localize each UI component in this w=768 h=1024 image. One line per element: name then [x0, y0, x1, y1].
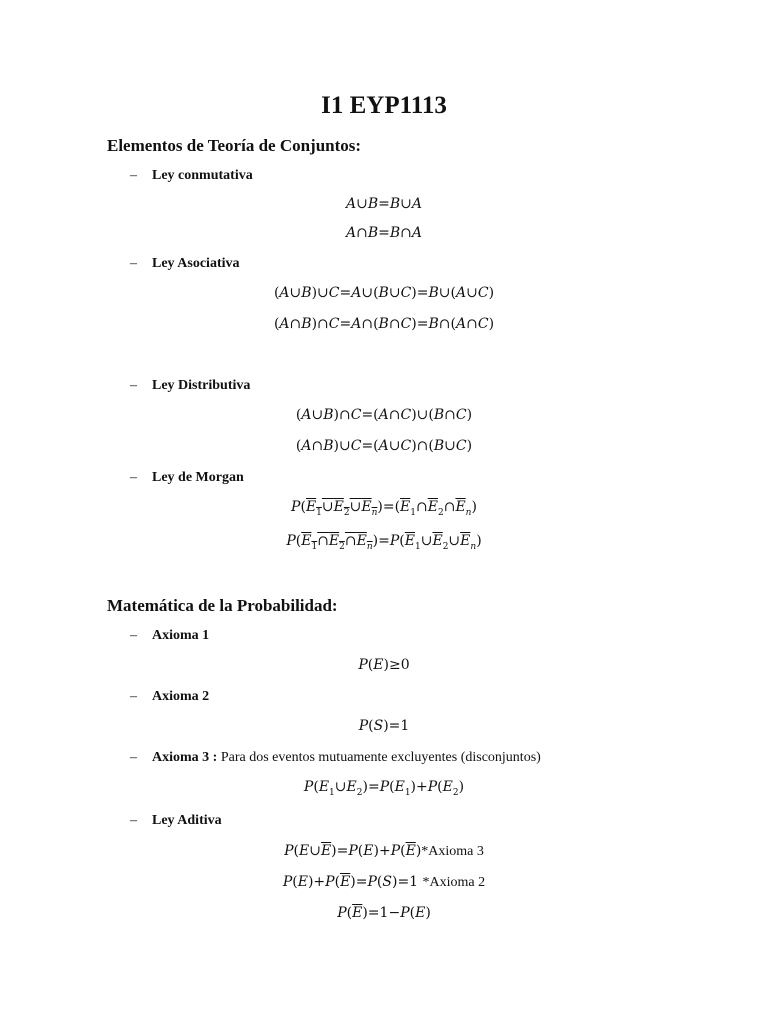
item-label: Ley Distributiva: [152, 378, 251, 393]
item-label: Ley conmutativa: [152, 168, 253, 183]
list-dash: –: [130, 628, 137, 643]
list-item-axioma-1: [130, 628, 209, 644]
list-dash: –: [130, 378, 137, 393]
list-item-ley-conmutativa: [130, 168, 253, 184]
list-item-axioma-3: [130, 750, 541, 766]
equation-conmutativa-union: A∪B=B∪A: [345, 196, 423, 212]
list-dash: –: [130, 256, 137, 271]
item-label: Ley Aditiva: [152, 813, 222, 828]
item-label: Axioma 1: [152, 628, 210, 643]
list-item-ley-aditiva: [130, 813, 222, 829]
list-item-ley-de-morgan: [130, 470, 244, 486]
equation-aditiva-2: $P(E)+P(\overline{E})=P(S)=1$ *Axioma 2: [282, 874, 486, 890]
equation-morgan-2: $P(E_1\cap E_2\cap E_n)=P(\overline{E}_1\cup\overline{E}_2\cup\overline{E}_n)$: [286, 533, 482, 552]
item-description: Para dos eventos mutuamente excluyentes (disconjuntos): [217, 750, 541, 765]
section-heading-conjuntos: Elementos de Teoría de Conjuntos:: [107, 136, 362, 155]
list-item-axioma-2: [130, 689, 209, 705]
list-item-ley-asociativa: [130, 256, 240, 272]
equation-axioma-3: $P(E_1\cup E_2)=P(E_1)+P(E_2)$: [303, 779, 465, 798]
list-dash: –: [130, 689, 137, 704]
item-label: Axioma 3 :: [152, 750, 218, 765]
item-label: Axioma 2: [152, 689, 210, 704]
axiom-note: *Axioma 2: [422, 875, 486, 890]
list-item-ley-distributiva: [130, 378, 250, 394]
equation-asociativa-interseccion: (A∩B)∩C=A∩(B∩C)=B∩(A∩C): [273, 316, 495, 332]
item-label: Ley Asociativa: [152, 256, 240, 271]
equation-distributiva-1: (A∪B)∩C=(A∩C)∪(B∩C): [295, 407, 473, 423]
equation-aditiva-1: $P(E\cup\overline{E})=P(E)+P(\overline{E})*Axioma$ 3: [284, 843, 484, 859]
equation-asociativa-union: (A∪B)∪C=A∪(B∪C)=B∪(A∪C): [273, 285, 495, 301]
equation-axioma-1: P(E)≥0: [358, 657, 410, 673]
equation-conmutativa-interseccion: A∩B=B∩A: [345, 225, 423, 241]
equation-axioma-2: P(S)=1: [358, 718, 410, 734]
section-heading-probabilidad: Matemática de la Probabilidad:: [107, 596, 338, 615]
equation-distributiva-2: (A∩B)∪C=(A∪C)∩(B∪C): [295, 438, 473, 454]
list-dash: –: [130, 470, 137, 485]
list-dash: –: [130, 168, 137, 183]
equation-morgan-1: $P(E_1\cup E_2\cup E_n)=(\overline{E}_1\cap\overline{E}_2\cap\overline{E}_n)$: [291, 499, 477, 518]
list-dash: –: [130, 750, 137, 765]
item-label: Ley de Morgan: [152, 470, 244, 485]
axiom-note: *Axioma 3: [421, 844, 484, 859]
equation-aditiva-3: $P(\overline{E})=1-P(E)$: [337, 905, 431, 921]
page-title: I1 EYP1113: [321, 92, 447, 119]
list-dash: –: [130, 813, 137, 828]
